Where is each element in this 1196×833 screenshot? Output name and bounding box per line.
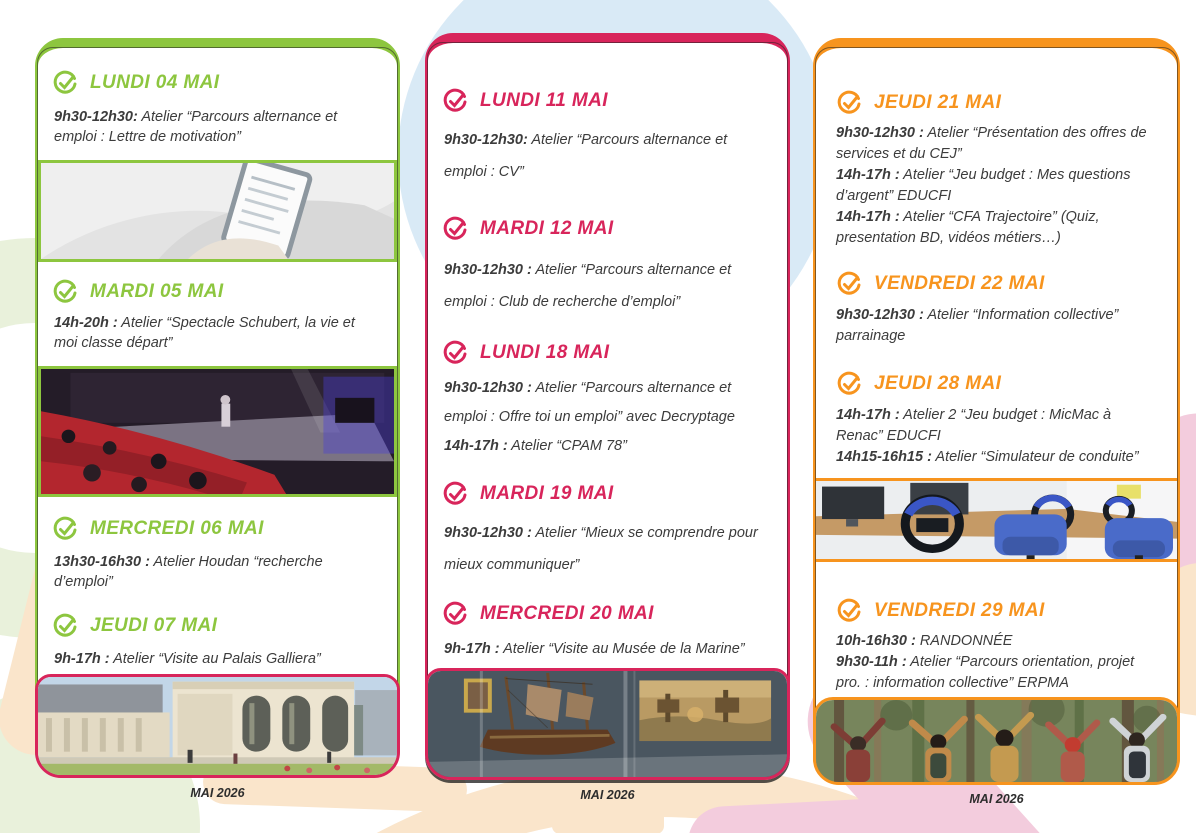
event-description: Atelier “Information collective” parrainage: [836, 307, 1119, 344]
event-heading: [428, 340, 787, 366]
event-description: Atelier “Simulateur de conduite”: [935, 449, 1139, 465]
event-description: Atelier “Parcours alternance et emploi : Offre toi un emploi” avec Decryptage: [444, 380, 735, 425]
event-heading: [38, 70, 397, 96]
event-body: [816, 123, 1177, 249]
driving-simulator-photo: [813, 478, 1180, 562]
check-circle-icon: [52, 279, 78, 305]
event-body: [816, 305, 1177, 347]
day-heading: JEUDI 21 MAI: [874, 92, 1002, 113]
event-description: Atelier “Visite au Palais Galliera”: [113, 651, 321, 667]
month-label: MAI 2026: [190, 786, 245, 800]
day-heading: MARDI 12 MAI: [480, 218, 614, 239]
event-time: 14h-17h :: [836, 209, 900, 225]
month-label: MAI 2026: [969, 792, 1024, 806]
event-time: 14h15-16h15 :: [836, 449, 932, 465]
check-circle-icon: [52, 613, 78, 639]
event-description: Atelier “Spectacle Schubert, la vie et moi classe départ”: [54, 315, 355, 351]
day-heading: VENDREDI 29 MAI: [874, 600, 1045, 621]
event-time: 14h-17h :: [836, 407, 900, 423]
week1-card: [35, 38, 400, 778]
event-description: Atelier “Parcours orientation, projet pro. : information collective” ERPMA: [836, 654, 1135, 691]
day-heading: JEUDI 07 MAI: [90, 615, 218, 636]
event-heading: [428, 481, 787, 507]
event-time: 14h-17h :: [444, 438, 508, 454]
theater-show-photo: [38, 366, 397, 497]
event-description: Atelier 2 “Jeu budget : MicMac à Renac” EDUCFI: [836, 407, 1112, 444]
event-body: [38, 107, 397, 147]
event-heading: [38, 516, 397, 542]
event-body: [816, 631, 1177, 694]
event-body: [428, 374, 787, 461]
day-heading: MERCREDI 20 MAI: [480, 603, 654, 624]
event-time: 9h30-12h30:: [444, 132, 528, 148]
event-heading: [816, 598, 1177, 624]
event-description: Atelier “CFA Trajectoire” (Quiz, presentation BD, vidéos métiers…): [836, 209, 1100, 246]
check-circle-icon: [442, 216, 468, 242]
week2-card: [425, 33, 790, 780]
event-heading: [428, 601, 787, 627]
day-heading: JEUDI 28 MAI: [874, 373, 1002, 394]
check-circle-icon: [836, 90, 862, 116]
day-heading: VENDREDI 22 MAI: [874, 273, 1045, 294]
event-heading: [38, 613, 397, 639]
palais-galliera-photo: [35, 674, 400, 778]
check-circle-icon: [836, 271, 862, 297]
event-time: 14h-20h :: [54, 315, 118, 331]
event-time: 9h30-12h30 :: [836, 125, 924, 141]
day-heading: MERCREDI 06 MAI: [90, 518, 264, 539]
event-description: Atelier “Mieux se comprendre pour mieux communiquer”: [444, 525, 758, 573]
event-description: Atelier “CPAM 78”: [511, 438, 627, 454]
check-circle-icon: [442, 340, 468, 366]
event-time: 13h30-16h30 :: [54, 554, 150, 570]
day-heading: LUNDI 11 MAI: [480, 90, 608, 111]
event-body: [816, 405, 1177, 468]
day-heading: MARDI 05 MAI: [90, 281, 224, 302]
week3-card: [813, 38, 1180, 785]
event-description: Atelier “Parcours alternance et emploi : Club de recherche d’emploi”: [444, 262, 732, 310]
check-circle-icon: [52, 70, 78, 96]
day-heading: MARDI 19 MAI: [480, 483, 614, 504]
decor-peach-band: [552, 772, 664, 833]
event-description: Atelier “Jeu budget : Mes questions d’argent” EDUCFI: [836, 167, 1131, 204]
hiking-group-photo: [813, 697, 1180, 785]
event-time: 9h30-12h30 :: [444, 525, 532, 541]
event-body: [38, 313, 397, 353]
day-heading: LUNDI 18 MAI: [480, 342, 610, 363]
event-heading: [38, 279, 397, 305]
event-time: 9h30-12h30 :: [444, 262, 532, 278]
event-description: RANDONNÉE: [919, 633, 1013, 649]
event-time: 9h-17h :: [444, 641, 500, 657]
event-description: Atelier “Parcours alternance et emploi : CV”: [444, 132, 728, 180]
event-heading: [428, 88, 787, 114]
check-circle-icon: [836, 598, 862, 624]
event-body: [38, 552, 397, 592]
event-description: Atelier Houdan “recherche d’emploi”: [54, 554, 323, 590]
month-label: MAI 2026: [580, 788, 635, 802]
event-time: 10h-16h30 :: [836, 633, 916, 649]
event-body: [428, 124, 787, 188]
event-time: 9h30-12h30 :: [444, 380, 532, 396]
event-time: 14h-17h :: [836, 167, 900, 183]
event-description: Atelier “Parcours alternance et emploi : Lettre de motivation”: [54, 109, 338, 145]
check-circle-icon: [52, 516, 78, 542]
marine-museum-photo: [425, 668, 790, 780]
event-description: Atelier “Présentation des offres de services et du CEJ”: [836, 125, 1147, 162]
event-body: [428, 254, 787, 318]
day-heading: LUNDI 04 MAI: [90, 72, 220, 93]
event-time: 9h-17h :: [54, 651, 110, 667]
reading-cv-photo: [38, 160, 397, 262]
event-body: [38, 649, 397, 669]
event-heading: [428, 216, 787, 242]
check-circle-icon: [442, 88, 468, 114]
check-circle-icon: [442, 601, 468, 627]
event-time: 9h30-11h :: [836, 654, 907, 670]
event-heading: [816, 371, 1177, 397]
event-body: [428, 517, 787, 581]
event-description: Atelier “Visite au Musée de la Marine”: [503, 641, 745, 657]
event-time: 9h30-12h30:: [54, 109, 138, 125]
event-heading: [816, 90, 1177, 116]
event-heading: [816, 271, 1177, 297]
check-circle-icon: [836, 371, 862, 397]
check-circle-icon: [442, 481, 468, 507]
event-time: 9h30-12h30 :: [836, 307, 924, 323]
